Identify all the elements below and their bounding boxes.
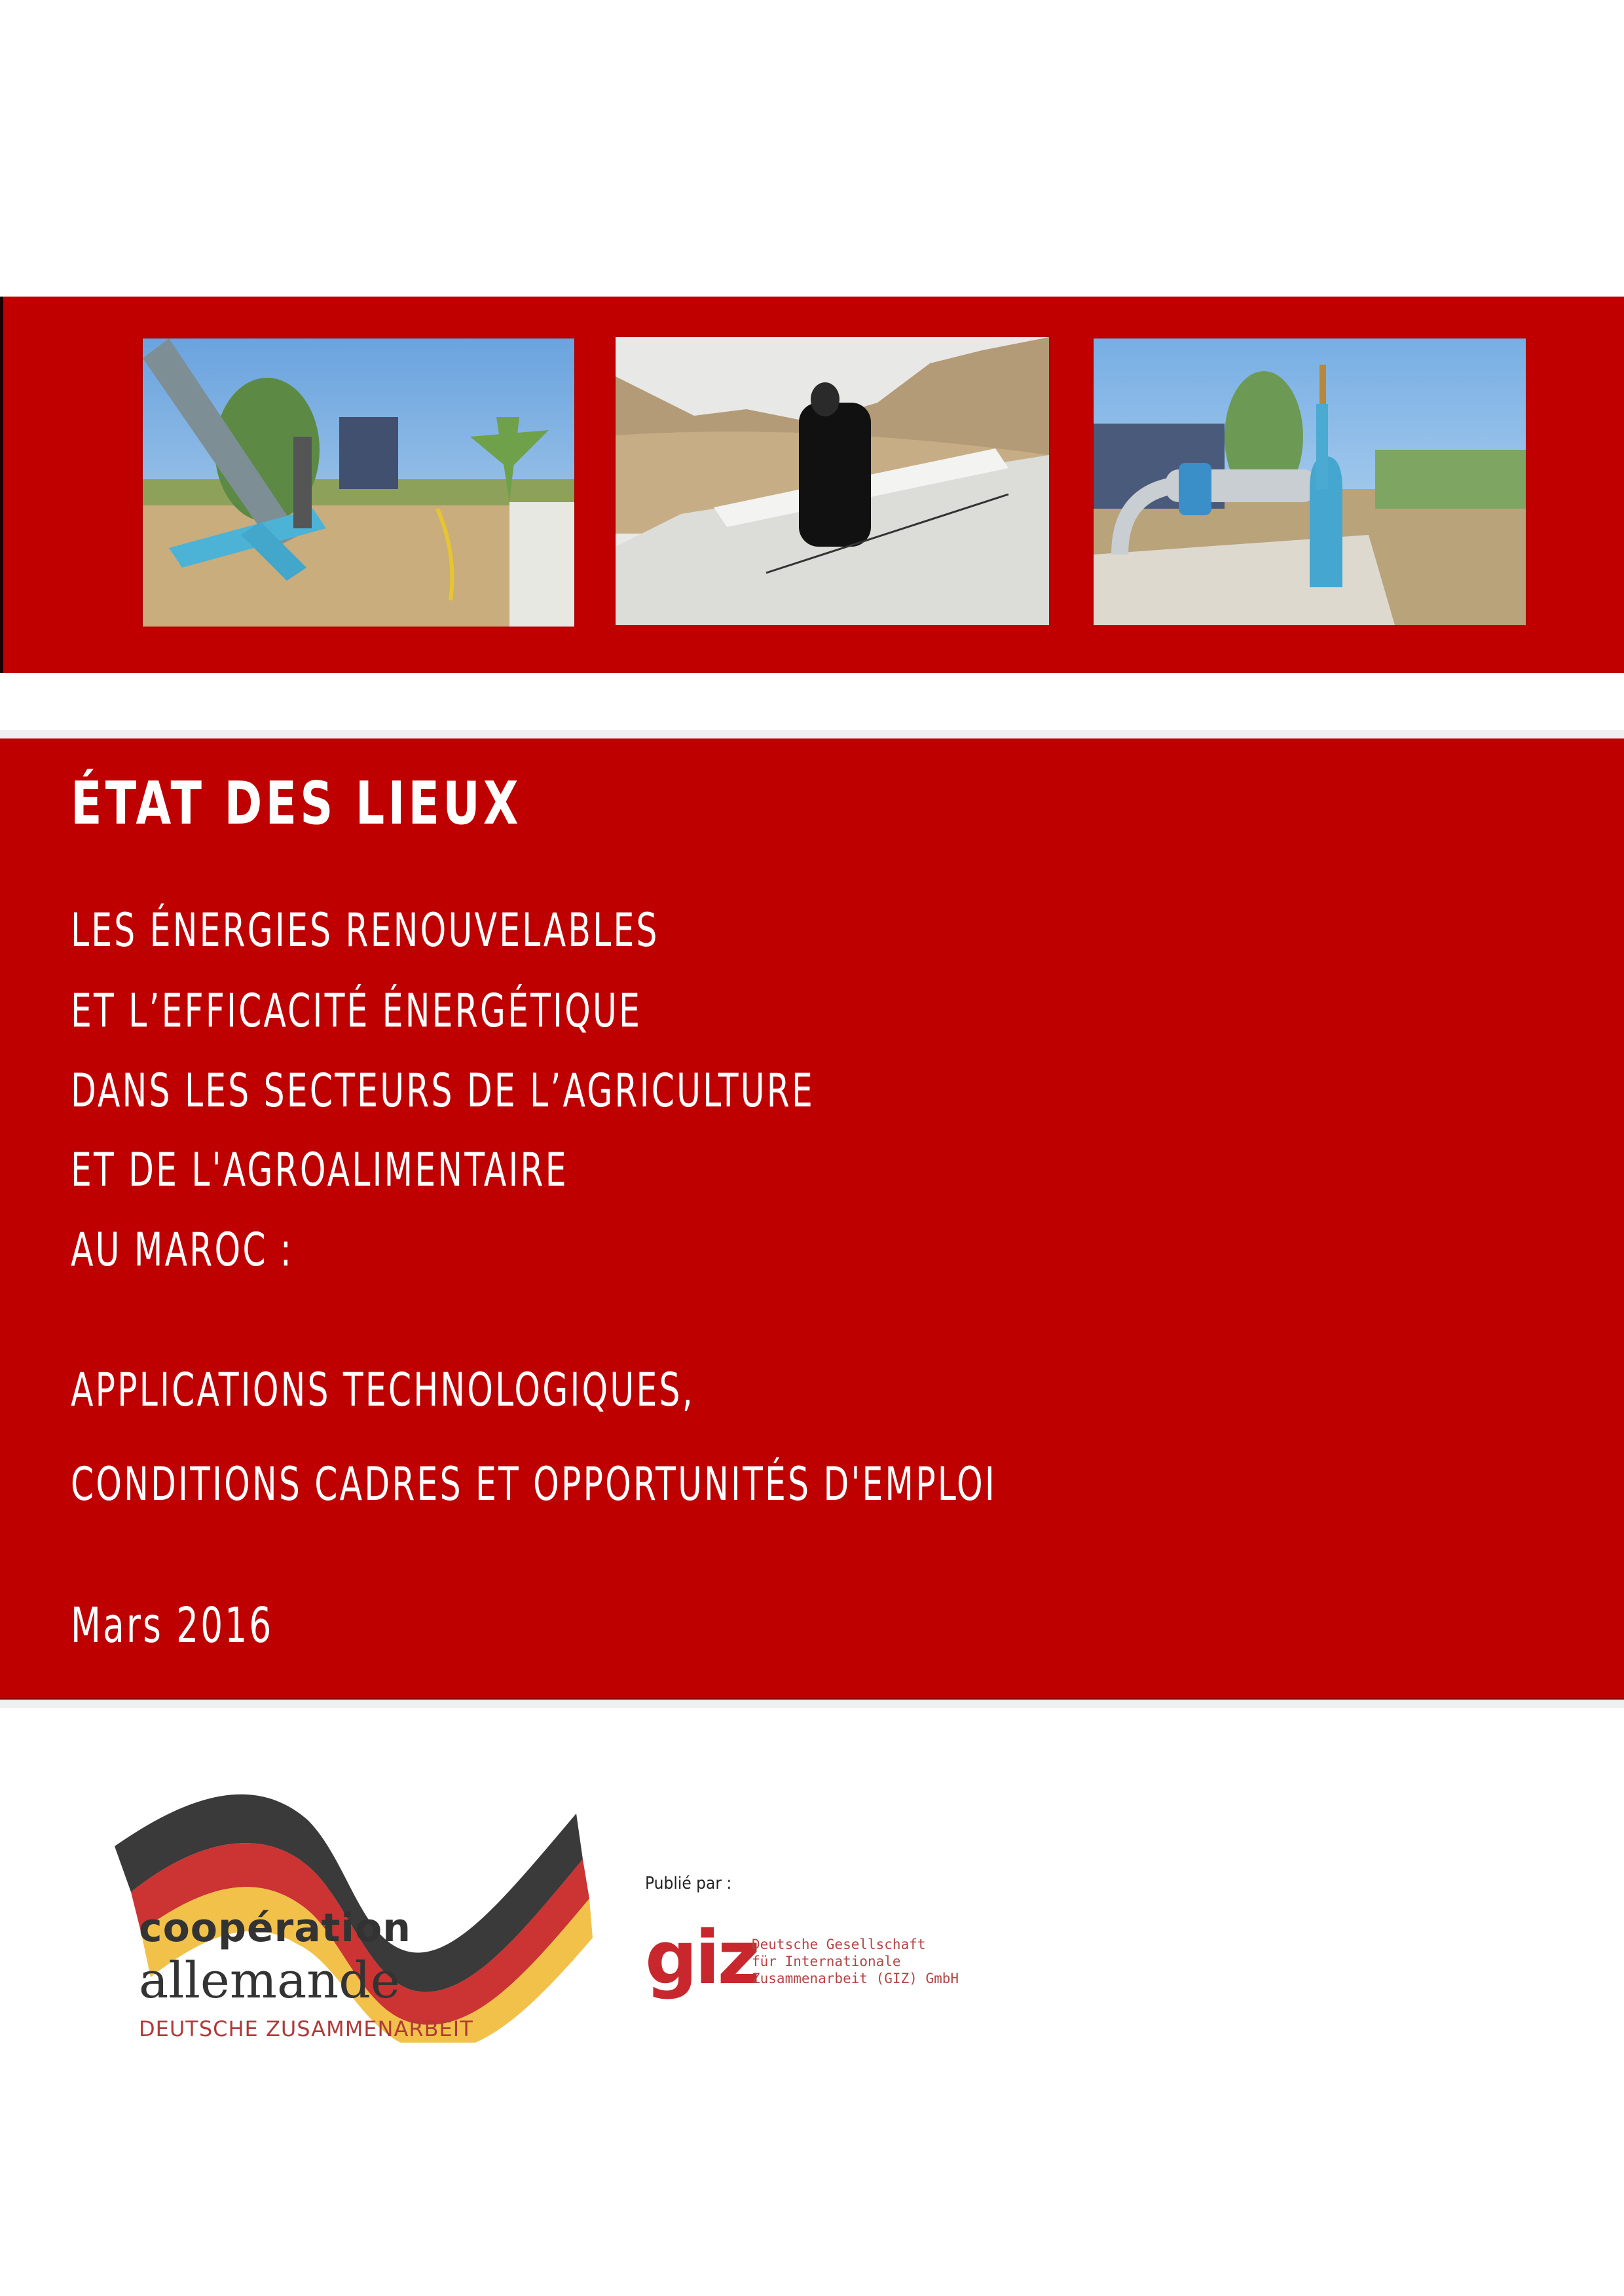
photo-irrigation-pump-image	[143, 338, 574, 627]
title-block	[0, 738, 1624, 1700]
published-by-label: Publié par :	[645, 1874, 732, 1893]
divider-strip-top	[0, 730, 1624, 738]
subtitle-line-4: ET DE L'AGROALIMENTAIRE	[71, 1143, 568, 1197]
subtitle-line-5: AU MAROC :	[71, 1223, 294, 1277]
photo-irrigation-pump	[143, 338, 574, 627]
giz-logo-mark: giz	[645, 1916, 758, 2001]
giz-text-line-3: Zusammenarbeit (GIZ) GmbH	[752, 1971, 959, 1986]
subtitle-line-6: APPLICATIONS TECHNOLOGIQUES,	[71, 1363, 695, 1417]
photo-blue-pump	[1094, 338, 1526, 625]
document-main-title: ÉTAT DES LIEUX	[71, 769, 522, 838]
giz-text-line-2: für Internationale	[752, 1954, 901, 1969]
publication-date: Mars 2016	[71, 1597, 274, 1654]
subtitle-line-3: DANS LES SECTEURS DE L’AGRICULTURE	[71, 1064, 815, 1118]
subtitle-line-7: CONDITIONS CADRES ET OPPORTUNITÉS D'EMPLOI	[71, 1457, 997, 1511]
photo-blue-pump-image	[1094, 338, 1526, 625]
subtitle-line-1: LES ÉNERGIES RENOUVELABLES	[71, 903, 659, 957]
divider-strip-bottom	[0, 1700, 1624, 1708]
photo-desert-worker	[616, 337, 1049, 625]
subtitle-line-2: ET L’EFFICACITÉ ÉNERGÉTIQUE	[71, 984, 642, 1038]
cooperation-wordmark-line3: DEUTSCHE ZUSAMMENARBEIT	[139, 2016, 473, 2041]
giz-text-line-1: Deutsche Gesellschaft	[752, 1937, 926, 1952]
cooperation-wordmark-line2: allemande	[139, 1951, 400, 2009]
photo-desert-worker-image	[616, 337, 1049, 625]
cooperation-wordmark-line1: coopération	[139, 1905, 411, 1951]
giz-logo-text	[752, 1936, 959, 1987]
